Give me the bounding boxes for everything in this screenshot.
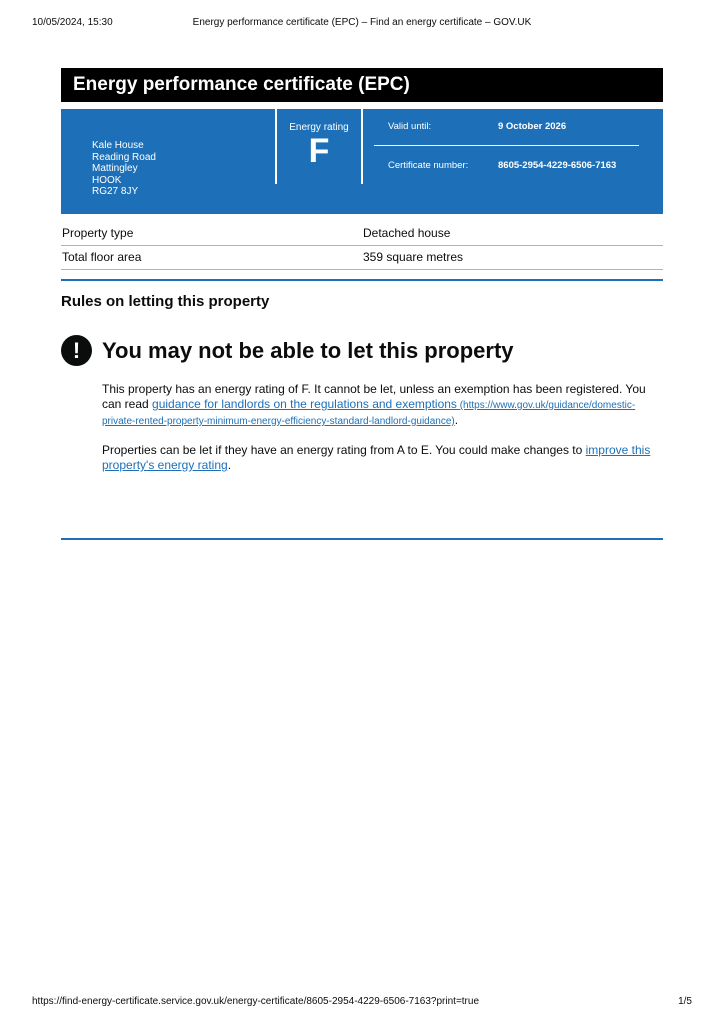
valid-until-label: Valid until:: [388, 121, 432, 132]
address-line: Kale House: [92, 140, 144, 151]
address-line: Reading Road: [92, 151, 156, 163]
certificate-info-divider: [374, 145, 639, 146]
warning-icon: !: [61, 335, 92, 366]
valid-until-value: 9 October 2026: [498, 121, 567, 132]
property-summary-table: [61, 222, 663, 270]
paragraph-end: .: [454, 413, 459, 427]
property-type-label: Property type: [62, 226, 134, 240]
paragraph-end: .: [227, 458, 232, 472]
landlord-guidance-link-text: guidance for landlords on the regulations and exemptions: [152, 397, 457, 411]
landlord-guidance-link[interactable]: [102, 397, 635, 427]
print-url: https://find-energy-certificate.service.gov.uk/energy-certificate/8605-2954-4229-6506-7163?print=true: [32, 996, 480, 1007]
panel-divider: [361, 109, 363, 184]
certificate-number-label: Certificate number:: [388, 160, 469, 171]
print-page-title: Energy performance certificate (EPC) – Find an energy certificate – GOV.UK: [192, 17, 532, 28]
property-address: [92, 140, 156, 198]
print-footer: [32, 996, 692, 1010]
energy-rating-value: F: [308, 132, 330, 170]
letting-paragraph-exemption: [102, 382, 664, 429]
address-line: RG27 8JY: [92, 186, 139, 197]
print-header: [32, 17, 692, 31]
paragraph-text: This property has an energy rating of F. It cannot be let, unless an exemption has been registered. You can read: [102, 382, 646, 411]
energy-rating-label: Energy rating: [289, 122, 349, 133]
section-divider: [61, 279, 663, 281]
warning-title: You may not be able to let this property: [102, 338, 514, 363]
paragraph-text: Properties can be let if they have an energy rating from A to E. You could make changes to: [102, 443, 586, 457]
property-type-value: Detached house: [363, 226, 451, 240]
letting-paragraph-ratings: [102, 443, 664, 473]
improve-rating-link[interactable]: improve this property's energy rating: [102, 443, 651, 472]
print-datetime: 10/05/2024, 15:30: [32, 17, 113, 28]
table-row: [61, 246, 663, 270]
floor-area-value: 359 square metres: [363, 250, 464, 264]
landlord-guidance-url: (https://www.gov.uk/guidance/domestic-private-rented-property-minimum-energy-efficiency-standard-landlord-guidance): [102, 400, 636, 427]
page-number: 1/5: [678, 996, 692, 1007]
address-line: HOOK: [92, 174, 122, 186]
energy-rating-box: [277, 109, 361, 184]
letting-rules-heading: Rules on letting this property: [61, 293, 270, 310]
certificate-number-value: 8605-2954-4229-6506-7163: [498, 160, 617, 171]
table-row: [61, 222, 663, 246]
epc-summary-panel: [61, 109, 663, 214]
section-divider: [61, 538, 663, 540]
address-line: Mattingley: [92, 163, 138, 174]
certificate-title: Energy performance certificate (EPC): [61, 68, 663, 102]
floor-area-label: Total floor area: [62, 250, 142, 264]
